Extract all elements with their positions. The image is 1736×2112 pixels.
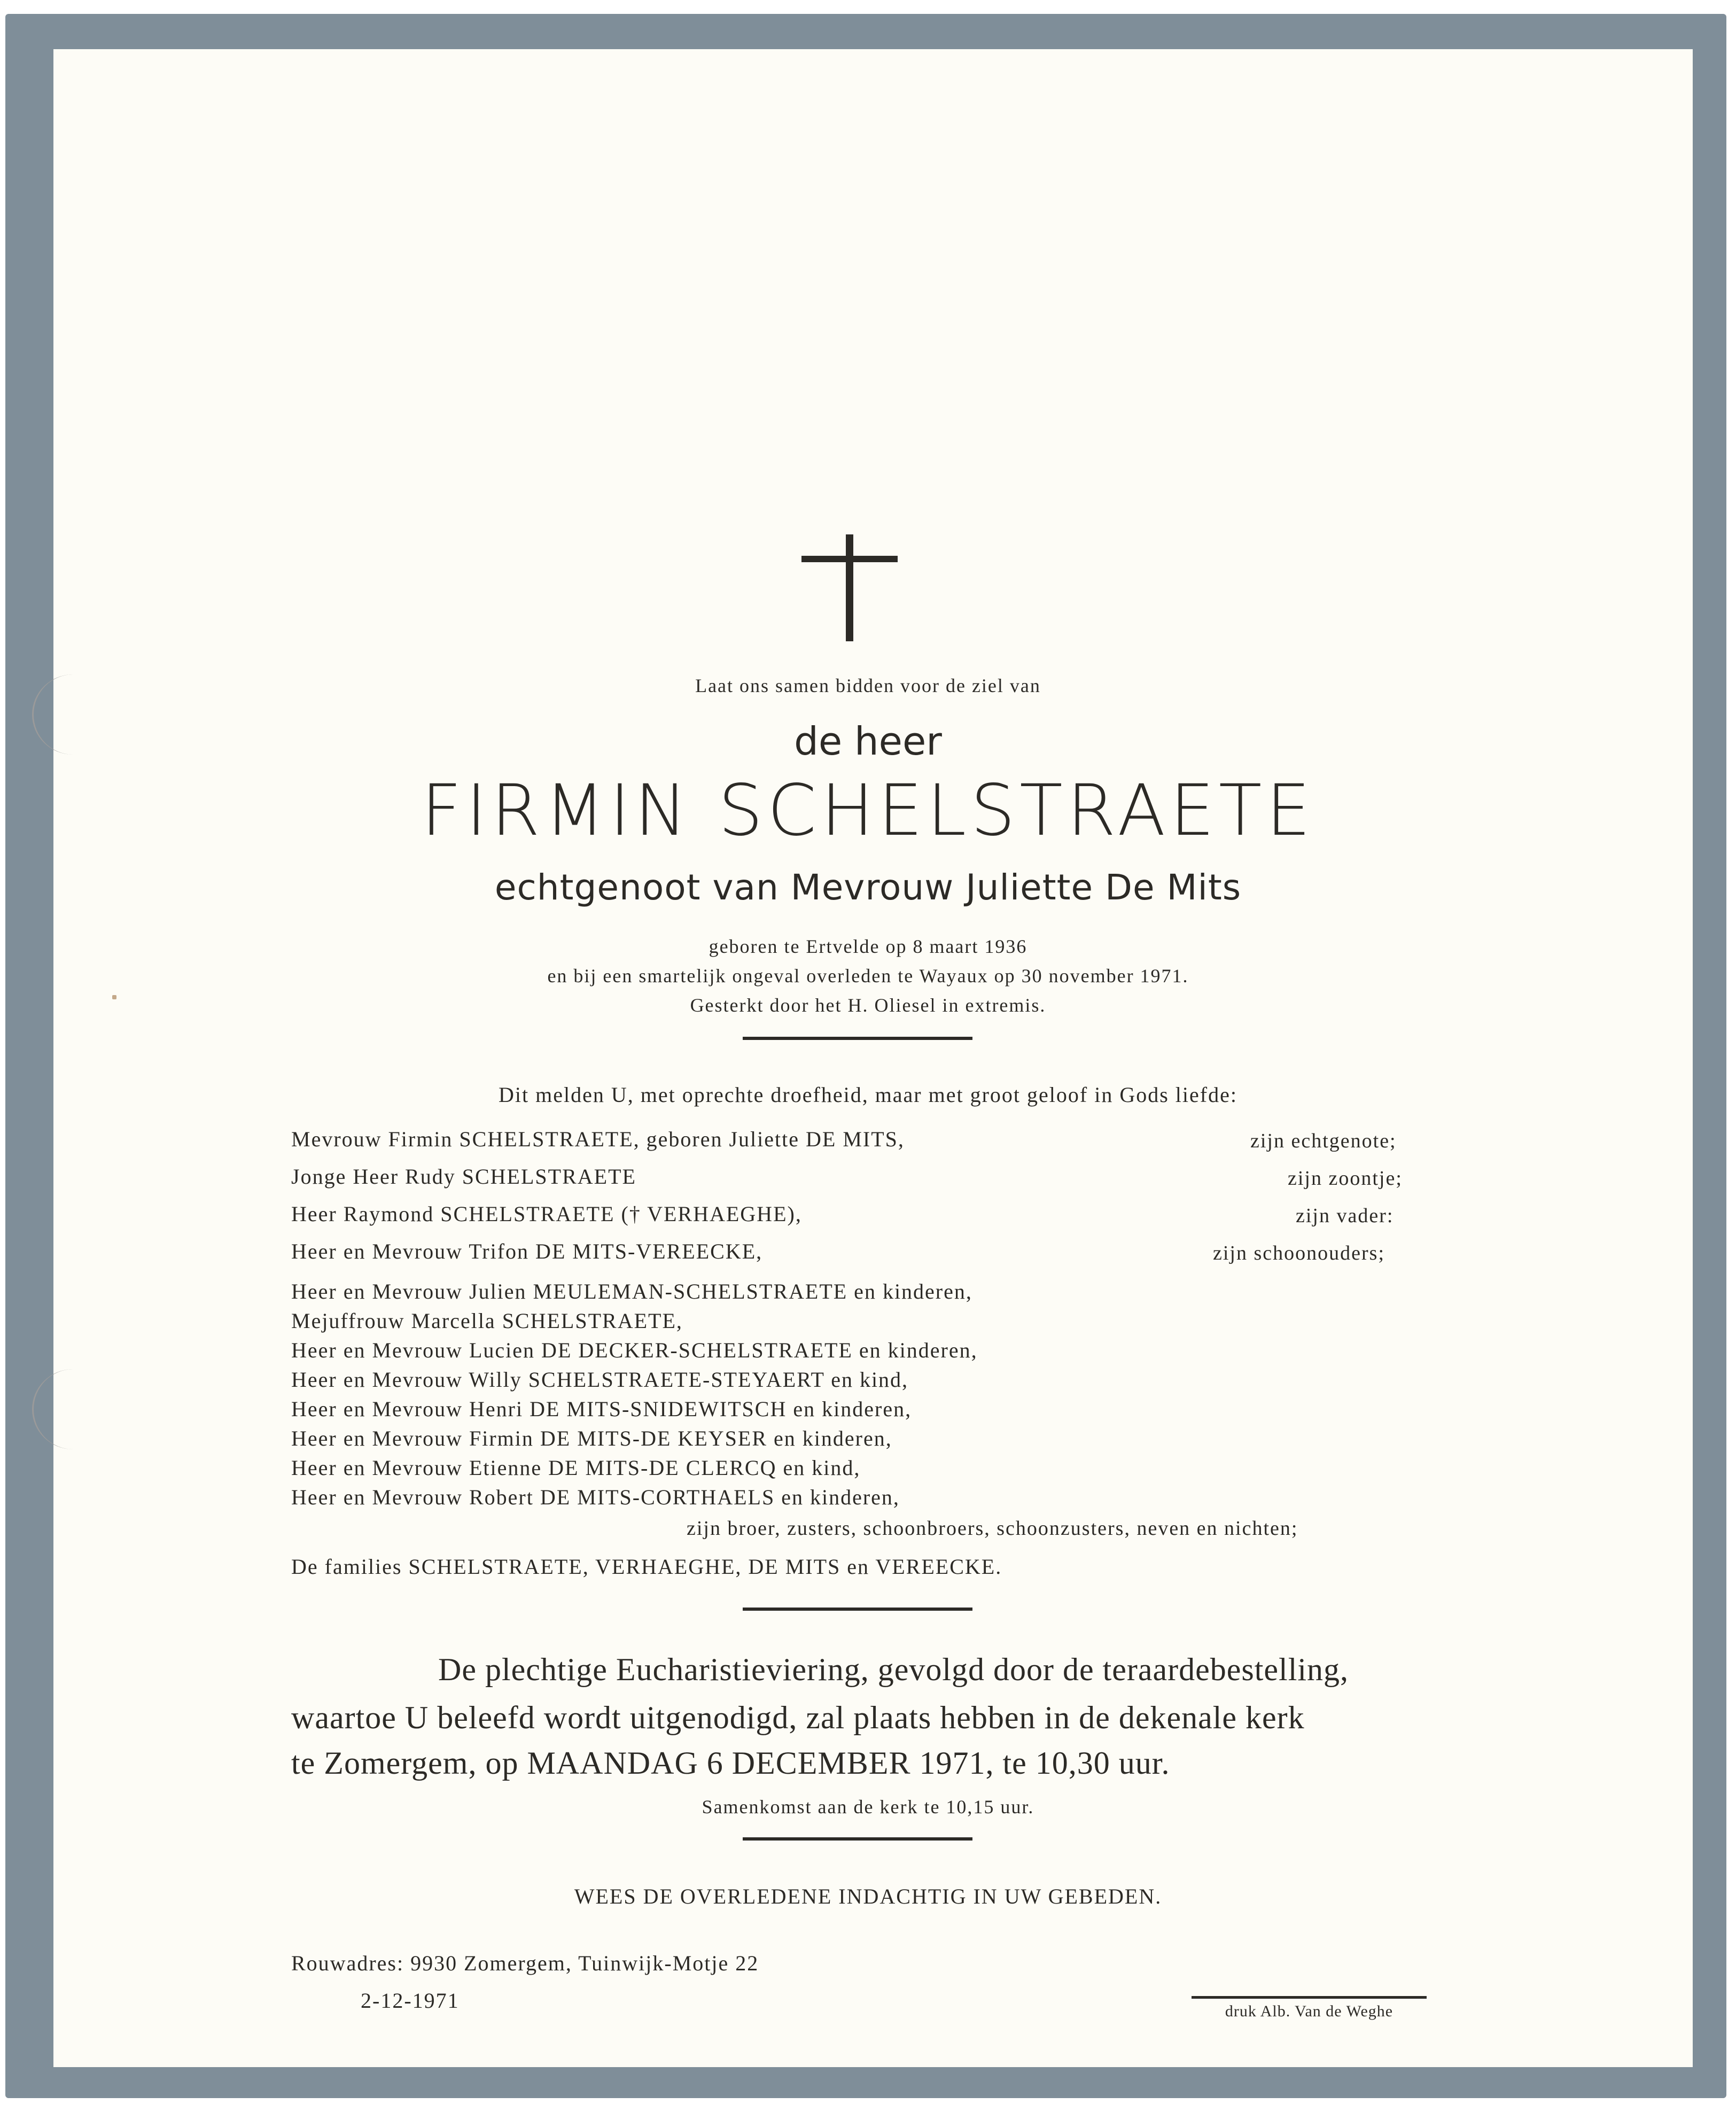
sibling-line-3: Heer en Mevrouw Lucien DE DECKER-SCHELSTRAETE en kinderen, <box>291 1338 978 1362</box>
mourner-name-4: Heer en Mevrouw Trifon DE MITS-VEREECKE, <box>291 1239 763 1263</box>
ceremony-line-1: De plechtige Eucharistieviering, gevolgd door de teraardebestelling, <box>438 1652 1349 1687</box>
birth-line: geboren te Ertvelde op 8 maart 1936 <box>709 936 1027 957</box>
mourner-name-2: Jonge Heer Rudy SCHELSTRAETE <box>291 1164 636 1189</box>
divider-1 <box>743 1037 972 1040</box>
mourner-relation-1: zijn echtgenote; <box>1250 1130 1397 1152</box>
death-line: en bij een smartelijk ongeval overleden te Wayaux op 30 november 1971. <box>547 965 1189 987</box>
families-line: De families SCHELSTRAETE, VERHAEGHE, DE MITS en VEREECKE. <box>291 1555 1002 1579</box>
announcement-line: Dit melden U, met oprechte droefheid, maar met groot geloof in Gods liefde: <box>499 1083 1237 1107</box>
divider-2 <box>743 1608 972 1611</box>
sibling-line-7: Heer en Mevrouw Etienne DE MITS-DE CLERCQ en kind, <box>291 1456 861 1480</box>
mourner-relation-2: zijn zoontje; <box>1288 1167 1403 1190</box>
mourner-relation-3: zijn vader: <box>1296 1205 1394 1227</box>
ceremony-line-2: waartoe U beleefd wordt uitgenodigd, zal plaats hebben in de dekenale kerk <box>291 1700 1305 1735</box>
gathering-line: Samenkomst aan de kerk te 10,15 uur. <box>702 1796 1034 1818</box>
siblings-relation: zijn broer, zusters, schoonbroers, schoonzusters, neven en nichten; <box>687 1517 1298 1540</box>
sibling-line-4: Heer en Mevrouw Willy SCHELSTRAETE-STEYAERT en kind, <box>291 1368 909 1392</box>
punch-hole-bottom <box>32 1369 114 1449</box>
cross-icon <box>801 534 898 641</box>
sibling-line-6: Heer en Mevrouw Firmin DE MITS-DE KEYSER en kinderen, <box>291 1426 892 1450</box>
mourning-address: Rouwadres: 9930 Zomergem, Tuinwijk-Motje 22 <box>291 1951 759 1975</box>
sacrament-line: Gesterkt door het H. Oliesel in extremis. <box>690 995 1046 1016</box>
spouse-line: echtgenoot van Mevrouw Juliette De Mits <box>494 867 1242 908</box>
divider-3 <box>743 1837 972 1841</box>
deceased-name: FIRMIN SCHELSTRAETE <box>421 770 1315 852</box>
intro-line: Laat ons samen bidden voor de ziel van <box>695 675 1041 696</box>
document-date: 2-12-1971 <box>361 1989 460 2013</box>
sibling-line-1: Heer en Mevrouw Julien MEULEMAN-SCHELSTRAETE en kinderen, <box>291 1279 972 1303</box>
sibling-line-8: Heer en Mevrouw Robert DE MITS-CORTHAELS en kinderen, <box>291 1485 900 1509</box>
closing-line: WEES DE OVERLEDENE INDACHTIG IN UW GEBEDEN. <box>574 1884 1162 1908</box>
title-prefix: de heer <box>794 719 942 764</box>
ceremony-line-3: te Zomergem, op MAANDAG 6 DECEMBER 1971, te 10,30 uur. <box>291 1745 1170 1781</box>
sibling-line-2: Mejuffrouw Marcella SCHELSTRAETE, <box>291 1309 683 1333</box>
sibling-line-5: Heer en Mevrouw Henri DE MITS-SNIDEWITSCH en kinderen, <box>291 1397 912 1421</box>
mourner-name-1: Mevrouw Firmin SCHELSTRAETE, geboren Juliette DE MITS, <box>291 1127 905 1151</box>
mourner-name-3: Heer Raymond SCHELSTRAETE († VERHAEGHE), <box>291 1202 802 1226</box>
mourner-relation-4: zijn schoonouders; <box>1213 1242 1385 1264</box>
printer-credit: druk Alb. Van de Weghe <box>1192 1996 1427 2025</box>
